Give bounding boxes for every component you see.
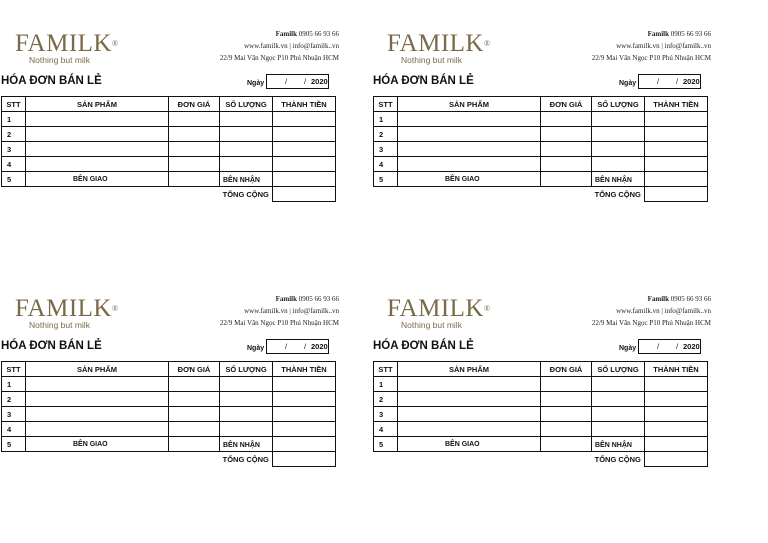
unit-price-cell[interactable] — [169, 407, 220, 422]
header-amount: THÀNH TIỀN — [645, 97, 708, 112]
invoice-title: HÓA ĐƠN BÁN LẺ — [1, 75, 102, 87]
contact-block — [220, 28, 339, 64]
unit-price-cell[interactable] — [541, 422, 592, 437]
table-row — [2, 157, 336, 172]
table-row — [374, 407, 708, 422]
logo-wordmark: FAMILK — [387, 295, 484, 322]
total-spacer — [2, 187, 220, 202]
date-year: 2020 — [683, 77, 700, 86]
table-row — [374, 377, 708, 392]
total-label: TỔNG CỘNG — [222, 189, 269, 199]
table-row — [2, 422, 336, 437]
giver-label: BÊN GIAO — [73, 441, 108, 448]
amount-cell[interactable] — [273, 407, 336, 422]
quantity-cell[interactable] — [220, 127, 273, 142]
logo-wordmark: FAMILK — [387, 30, 484, 57]
contact-web: www.familk.vn | info@familk..vn — [616, 307, 711, 315]
familk-logo — [15, 297, 125, 330]
amount-cell[interactable] — [645, 422, 708, 437]
quantity-cell[interactable] — [220, 377, 273, 392]
registered-mark: ® — [111, 304, 119, 313]
total-row — [2, 187, 336, 202]
logo-tagline: Nothing but milk — [29, 320, 90, 330]
total-spacer — [2, 452, 220, 467]
row-number: 3 — [374, 407, 398, 422]
quantity-cell[interactable] — [220, 157, 273, 172]
quantity-cell[interactable] — [592, 112, 645, 127]
quantity-cell[interactable] — [220, 422, 273, 437]
contact-block — [220, 293, 339, 329]
row-number: 2 — [374, 127, 398, 142]
table-header-row — [374, 97, 708, 112]
row-number: 3 — [374, 142, 398, 157]
invoice-table — [373, 96, 708, 202]
date-label: Ngày — [247, 345, 265, 352]
contact-block — [592, 293, 711, 329]
invoice-title: HÓA ĐƠN BÁN LẺ — [1, 340, 102, 352]
logo-wordmark: FAMILK — [15, 30, 112, 57]
quantity-cell[interactable] — [592, 422, 645, 437]
unit-price-cell[interactable] — [541, 172, 592, 187]
contact-web: www.familk.vn | info@familk..vn — [616, 42, 711, 50]
row-number: 2 — [374, 392, 398, 407]
contact-address: 22/9 Mai Văn Ngọc P10 Phú Nhuận HCM — [591, 54, 711, 62]
table-row — [2, 437, 336, 452]
giver-label: BÊN GIAO — [445, 441, 480, 448]
receiver-label: BÊN NHẬN — [595, 177, 632, 184]
header-quantity: SỐ LƯỢNG — [592, 362, 645, 377]
contact-web: www.familk.vn | info@familk..vn — [244, 307, 339, 315]
product-cell[interactable] — [398, 112, 541, 127]
invoice-table — [373, 361, 708, 467]
date-separator: / — [657, 342, 660, 351]
invoice-table — [1, 361, 336, 467]
header-unit-price: ĐƠN GIÁ — [541, 362, 592, 377]
table-row — [374, 142, 708, 157]
unit-price-cell[interactable] — [541, 392, 592, 407]
contact-block — [592, 28, 711, 64]
quantity-cell[interactable] — [220, 407, 273, 422]
total-spacer — [374, 187, 592, 202]
amount-cell[interactable] — [273, 392, 336, 407]
contact-address: 22/9 Mai Văn Ngọc P10 Phú Nhuận HCM — [591, 319, 711, 327]
row-number: 3 — [2, 407, 26, 422]
contact-address: 22/9 Mai Văn Ngọc P10 Phú Nhuận HCM — [219, 319, 339, 327]
amount-cell[interactable] — [645, 407, 708, 422]
contact-phone: 0905 66 93 66 — [298, 30, 339, 38]
table-row — [374, 157, 708, 172]
header-amount: THÀNH TIỀN — [645, 362, 708, 377]
contact-phone: 0905 66 93 66 — [670, 30, 711, 38]
product-cell[interactable] — [398, 157, 541, 172]
table-row — [374, 422, 708, 437]
amount-cell[interactable] — [645, 157, 708, 172]
date-separator: / — [676, 77, 679, 86]
header-unit-price: ĐƠN GIÁ — [169, 97, 220, 112]
amount-cell[interactable] — [273, 172, 336, 187]
product-cell[interactable] — [26, 112, 169, 127]
product-cell[interactable] — [398, 377, 541, 392]
header-product: SẢN PHẨM — [26, 362, 169, 377]
logo-tagline: Nothing but milk — [401, 320, 462, 330]
row-number: 5 — [2, 437, 26, 452]
total-row — [374, 452, 708, 467]
table-row — [374, 437, 708, 452]
logo-tagline: Nothing but milk — [29, 55, 90, 65]
invoice-title: HÓA ĐƠN BÁN LẺ — [373, 75, 474, 87]
unit-price-cell[interactable] — [541, 437, 592, 452]
date-label: Ngày — [247, 80, 265, 87]
header-unit-price: ĐƠN GIÁ — [541, 97, 592, 112]
product-cell[interactable] — [26, 127, 169, 142]
quantity-cell[interactable] — [592, 407, 645, 422]
total-label: TỔNG CỘNG — [594, 189, 641, 199]
amount-cell[interactable] — [645, 172, 708, 187]
header-amount: THÀNH TIỀN — [273, 97, 336, 112]
quantity-cell[interactable] — [220, 142, 273, 157]
contact-phone: 0905 66 93 66 — [298, 295, 339, 303]
product-cell[interactable] — [26, 422, 169, 437]
header-quantity: SỐ LƯỢNG — [220, 362, 273, 377]
receiver-label: BÊN NHẬN — [223, 177, 260, 184]
header-stt: STT — [374, 97, 398, 112]
amount-cell[interactable] — [645, 127, 708, 142]
amount-cell[interactable] — [273, 437, 336, 452]
unit-price-cell[interactable] — [541, 142, 592, 157]
unit-price-cell[interactable] — [541, 377, 592, 392]
date-label: Ngày — [619, 80, 637, 87]
unit-price-cell[interactable] — [541, 157, 592, 172]
quantity-cell[interactable] — [592, 142, 645, 157]
product-cell[interactable] — [398, 127, 541, 142]
invoice-title: HÓA ĐƠN BÁN LẺ — [373, 340, 474, 352]
table-row — [2, 392, 336, 407]
date-field[interactable] — [266, 339, 329, 354]
product-cell[interactable] — [26, 157, 169, 172]
date-year: 2020 — [311, 342, 328, 351]
date-separator: / — [304, 77, 307, 86]
date-separator: / — [285, 342, 288, 351]
amount-cell[interactable] — [645, 437, 708, 452]
row-number: 5 — [374, 437, 398, 452]
row-number: 5 — [2, 172, 26, 187]
contact-phone: 0905 66 93 66 — [670, 295, 711, 303]
date-separator: / — [285, 77, 288, 86]
table-header-row — [374, 362, 708, 377]
row-number: 4 — [374, 422, 398, 437]
contact-name: Familk — [275, 30, 297, 38]
amount-cell[interactable] — [273, 377, 336, 392]
table-row — [2, 407, 336, 422]
total-label: TỔNG CỘNG — [594, 454, 641, 464]
amount-cell[interactable] — [273, 142, 336, 157]
header-product: SẢN PHẨM — [398, 362, 541, 377]
header-stt: STT — [2, 97, 26, 112]
contact-name: Familk — [275, 295, 297, 303]
table-row — [374, 172, 708, 187]
unit-price-cell[interactable] — [541, 127, 592, 142]
date-field[interactable] — [266, 74, 329, 89]
total-row — [2, 452, 336, 467]
total-amount-cell[interactable] — [273, 452, 336, 467]
row-number: 2 — [2, 392, 26, 407]
amount-cell[interactable] — [645, 377, 708, 392]
row-number: 1 — [2, 377, 26, 392]
row-number: 3 — [2, 142, 26, 157]
row-number: 5 — [374, 172, 398, 187]
header-stt: STT — [374, 362, 398, 377]
row-number: 1 — [374, 112, 398, 127]
date-year: 2020 — [683, 342, 700, 351]
amount-cell[interactable] — [645, 142, 708, 157]
giver-label: BÊN GIAO — [445, 176, 480, 183]
date-separator: / — [304, 342, 307, 351]
table-row — [2, 172, 336, 187]
date-separator: / — [676, 342, 679, 351]
total-label: TỔNG CỘNG — [222, 454, 269, 464]
header-quantity: SỐ LƯỢNG — [220, 97, 273, 112]
date-year: 2020 — [311, 77, 328, 86]
table-row — [2, 127, 336, 142]
unit-price-cell[interactable] — [169, 142, 220, 157]
total-row — [374, 187, 708, 202]
unit-price-cell[interactable] — [169, 172, 220, 187]
date-field[interactable] — [638, 339, 701, 354]
row-number: 4 — [2, 422, 26, 437]
product-cell[interactable] — [26, 392, 169, 407]
row-number: 2 — [2, 127, 26, 142]
receiver-label: BÊN NHẬN — [223, 442, 260, 449]
unit-price-cell[interactable] — [169, 377, 220, 392]
row-number: 1 — [374, 377, 398, 392]
amount-cell[interactable] — [273, 127, 336, 142]
familk-logo — [387, 297, 497, 330]
amount-cell[interactable] — [645, 392, 708, 407]
product-cell[interactable] — [398, 407, 541, 422]
quantity-cell[interactable] — [592, 157, 645, 172]
quantity-cell[interactable] — [592, 127, 645, 142]
quantity-cell[interactable] — [220, 112, 273, 127]
unit-price-cell[interactable] — [169, 127, 220, 142]
unit-price-cell[interactable] — [169, 157, 220, 172]
row-number: 4 — [2, 157, 26, 172]
table-row — [374, 127, 708, 142]
contact-name: Familk — [647, 295, 669, 303]
header-stt: STT — [2, 362, 26, 377]
unit-price-cell[interactable] — [541, 407, 592, 422]
invoice-slip — [1, 291, 341, 521]
receiver-label: BÊN NHẬN — [595, 442, 632, 449]
product-cell[interactable] — [26, 142, 169, 157]
giver-label: BÊN GIAO — [73, 176, 108, 183]
familk-logo — [387, 32, 497, 65]
header-product: SẢN PHẨM — [26, 97, 169, 112]
product-cell[interactable] — [26, 377, 169, 392]
amount-cell[interactable] — [273, 422, 336, 437]
unit-price-cell[interactable] — [169, 422, 220, 437]
unit-price-cell[interactable] — [169, 437, 220, 452]
header-unit-price: ĐƠN GIÁ — [169, 362, 220, 377]
header-product: SẢN PHẨM — [398, 97, 541, 112]
total-spacer — [374, 452, 592, 467]
table-header-row — [2, 362, 336, 377]
contact-web: www.familk.vn | info@familk..vn — [244, 42, 339, 50]
product-cell[interactable] — [398, 422, 541, 437]
amount-cell[interactable] — [273, 112, 336, 127]
invoice-slip — [1, 26, 341, 256]
table-row — [2, 142, 336, 157]
table-row — [2, 377, 336, 392]
row-number: 1 — [2, 112, 26, 127]
contact-address: 22/9 Mai Văn Ngọc P10 Phú Nhuận HCM — [219, 54, 339, 62]
registered-mark: ® — [483, 304, 491, 313]
total-amount-cell[interactable] — [273, 187, 336, 202]
quantity-cell[interactable] — [592, 392, 645, 407]
logo-wordmark: FAMILK — [15, 295, 112, 322]
header-quantity: SỐ LƯỢNG — [592, 97, 645, 112]
invoice-slip — [373, 291, 713, 521]
logo-tagline: Nothing but milk — [401, 55, 462, 65]
total-amount-cell[interactable] — [645, 187, 708, 202]
quantity-cell[interactable] — [220, 392, 273, 407]
familk-logo — [15, 32, 125, 65]
product-cell[interactable] — [26, 407, 169, 422]
date-field[interactable] — [638, 74, 701, 89]
product-cell[interactable] — [398, 142, 541, 157]
table-header-row — [2, 97, 336, 112]
product-cell[interactable] — [398, 392, 541, 407]
table-row — [2, 112, 336, 127]
amount-cell[interactable] — [645, 112, 708, 127]
table-row — [374, 112, 708, 127]
date-separator: / — [657, 77, 660, 86]
amount-cell[interactable] — [273, 157, 336, 172]
unit-price-cell[interactable] — [169, 112, 220, 127]
registered-mark: ® — [483, 39, 491, 48]
quantity-cell[interactable] — [592, 377, 645, 392]
invoice-table — [1, 96, 336, 202]
registered-mark: ® — [111, 39, 119, 48]
unit-price-cell[interactable] — [169, 392, 220, 407]
row-number: 4 — [374, 157, 398, 172]
invoice-slip — [373, 26, 713, 256]
total-amount-cell[interactable] — [645, 452, 708, 467]
date-label: Ngày — [619, 345, 637, 352]
unit-price-cell[interactable] — [541, 112, 592, 127]
contact-name: Familk — [647, 30, 669, 38]
header-amount: THÀNH TIỀN — [273, 362, 336, 377]
table-row — [374, 392, 708, 407]
